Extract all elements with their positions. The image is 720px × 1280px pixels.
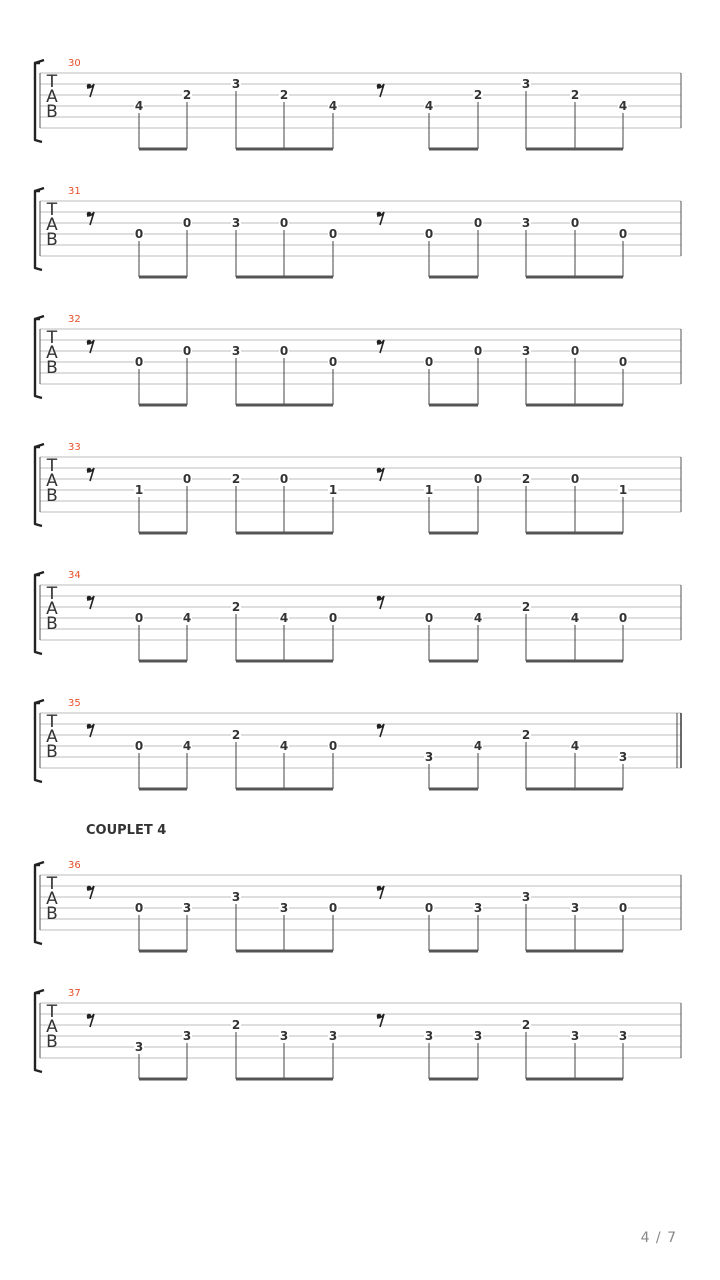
tab-clef-letter: B (46, 358, 58, 378)
fret-number: 1 (424, 483, 434, 497)
fret-number: 1 (618, 483, 628, 497)
fret-number: 2 (279, 88, 289, 102)
fret-number: 0 (279, 344, 289, 358)
tab-clef-letter: A (46, 215, 58, 235)
fret-number: 3 (231, 216, 241, 230)
fret-number: 0 (618, 901, 628, 915)
fret-number: 0 (473, 472, 483, 486)
system-bracket (35, 703, 42, 782)
fret-number: 2 (521, 472, 531, 486)
fret-number: 3 (570, 901, 580, 915)
measure-number: 31 (68, 186, 81, 197)
tab-clef-letter: A (46, 1017, 58, 1037)
tab-system (0, 186, 720, 321)
tab-clef-letter: A (46, 727, 58, 747)
fret-number: 0 (134, 227, 144, 241)
fret-number: 0 (134, 901, 144, 915)
fret-number: 1 (328, 483, 338, 497)
fret-number: 3 (424, 750, 434, 764)
tab-clef-letter: A (46, 599, 58, 619)
system-bracket-cap (35, 60, 44, 63)
system-bracket (35, 993, 42, 1072)
tab-clef-letter: T (46, 328, 58, 348)
tab-clef-letter: A (46, 471, 58, 491)
fret-number: 0 (570, 216, 580, 230)
fret-number: 3 (521, 77, 531, 91)
fret-number: 0 (182, 216, 192, 230)
fret-number: 3 (182, 901, 192, 915)
fret-number: 2 (231, 472, 241, 486)
measure-number: 32 (68, 314, 81, 325)
fret-number: 2 (521, 1018, 531, 1032)
fret-number: 3 (231, 77, 241, 91)
fret-number: 2 (473, 88, 483, 102)
tab-clef-letter: T (46, 584, 58, 604)
tab-clef-letter: B (46, 102, 58, 122)
fret-number: 3 (279, 901, 289, 915)
fret-number: 1 (134, 483, 144, 497)
fret-number: 0 (424, 227, 434, 241)
system-bracket-cap (35, 862, 44, 865)
fret-number: 3 (521, 216, 531, 230)
system-bracket (35, 63, 42, 142)
fret-number: 2 (182, 88, 192, 102)
fret-number: 0 (328, 739, 338, 753)
fret-number: 3 (134, 1040, 144, 1054)
fret-number: 4 (279, 611, 289, 625)
tab-clef-letter: T (46, 874, 58, 894)
fret-number: 0 (328, 901, 338, 915)
fret-number: 3 (279, 1029, 289, 1043)
fret-number: 3 (231, 890, 241, 904)
fret-number: 0 (473, 216, 483, 230)
fret-number: 4 (424, 99, 434, 113)
tab-clef-letter: B (46, 230, 58, 250)
tab-clef-letter: B (46, 742, 58, 762)
fret-number: 0 (473, 344, 483, 358)
fret-number: 0 (570, 344, 580, 358)
fret-number: 3 (521, 344, 531, 358)
fret-number: 2 (231, 600, 241, 614)
page-number: 4 / 7 (640, 1230, 677, 1246)
fret-number: 3 (182, 1029, 192, 1043)
fret-number: 3 (473, 901, 483, 915)
measure-number: 34 (68, 570, 81, 581)
fret-number: 0 (424, 901, 434, 915)
tab-system (0, 698, 720, 833)
fret-number: 0 (279, 472, 289, 486)
fret-number: 0 (618, 227, 628, 241)
tab-staff (0, 449, 720, 577)
tab-clef-letter: T (46, 72, 58, 92)
tab-system (0, 860, 720, 995)
fret-number: 0 (279, 216, 289, 230)
fret-number: 4 (134, 99, 144, 113)
tab-staff (0, 321, 720, 449)
fret-number: 2 (570, 88, 580, 102)
measure-number: 35 (68, 698, 81, 709)
fret-number: 3 (570, 1029, 580, 1043)
fret-number: 2 (521, 728, 531, 742)
tab-staff (0, 867, 720, 995)
fret-number: 4 (279, 739, 289, 753)
measure-number: 30 (68, 58, 81, 69)
fret-number: 3 (618, 1029, 628, 1043)
fret-number: 4 (473, 739, 483, 753)
tab-clef-letter: T (46, 200, 58, 220)
tab-system (0, 988, 720, 1123)
fret-number: 0 (424, 355, 434, 369)
fret-number: 0 (328, 227, 338, 241)
tab-clef-letter: A (46, 87, 58, 107)
fret-number: 0 (570, 472, 580, 486)
tab-system (0, 58, 720, 193)
tab-clef-letter: A (46, 889, 58, 909)
measure-number: 33 (68, 442, 81, 453)
fret-number: 0 (134, 739, 144, 753)
fret-number: 0 (328, 611, 338, 625)
tab-system (0, 442, 720, 577)
fret-number: 0 (328, 355, 338, 369)
fret-number: 0 (618, 611, 628, 625)
tab-staff (0, 995, 720, 1123)
fret-number: 3 (521, 890, 531, 904)
fret-number: 4 (618, 99, 628, 113)
tab-staff (0, 705, 720, 833)
fret-number: 4 (570, 611, 580, 625)
system-bracket (35, 319, 42, 398)
tab-clef-letter: B (46, 904, 58, 924)
fret-number: 0 (182, 344, 192, 358)
section-label: COUPLET 4 (86, 823, 167, 838)
tab-system (0, 570, 720, 705)
tab-clef-letter: A (46, 343, 58, 363)
tab-clef-letter: T (46, 712, 58, 732)
fret-number: 0 (618, 355, 628, 369)
tab-clef-letter: B (46, 486, 58, 506)
measure-number: 36 (68, 860, 81, 871)
fret-number: 2 (231, 728, 241, 742)
fret-number: 4 (328, 99, 338, 113)
fret-number: 4 (473, 611, 483, 625)
tab-staff (0, 577, 720, 705)
tab-staff (0, 193, 720, 321)
fret-number: 3 (424, 1029, 434, 1043)
tab-clef-letter: B (46, 614, 58, 634)
tab-system (0, 314, 720, 449)
fret-number: 3 (618, 750, 628, 764)
system-bracket (35, 191, 42, 270)
fret-number: 2 (231, 1018, 241, 1032)
fret-number: 3 (328, 1029, 338, 1043)
fret-number: 2 (521, 600, 531, 614)
tab-clef-letter: T (46, 456, 58, 476)
tab-clef-letter: B (46, 1032, 58, 1052)
system-bracket (35, 865, 42, 944)
fret-number: 0 (182, 472, 192, 486)
fret-number: 4 (570, 739, 580, 753)
fret-number: 3 (231, 344, 241, 358)
system-bracket (35, 575, 42, 654)
tab-staff (0, 65, 720, 193)
fret-number: 4 (182, 611, 192, 625)
fret-number: 0 (134, 355, 144, 369)
fret-number: 4 (182, 739, 192, 753)
system-bracket (35, 447, 42, 526)
fret-number: 3 (473, 1029, 483, 1043)
fret-number: 0 (134, 611, 144, 625)
fret-number: 0 (424, 611, 434, 625)
measure-number: 37 (68, 988, 81, 999)
tab-clef-letter: T (46, 1002, 58, 1022)
